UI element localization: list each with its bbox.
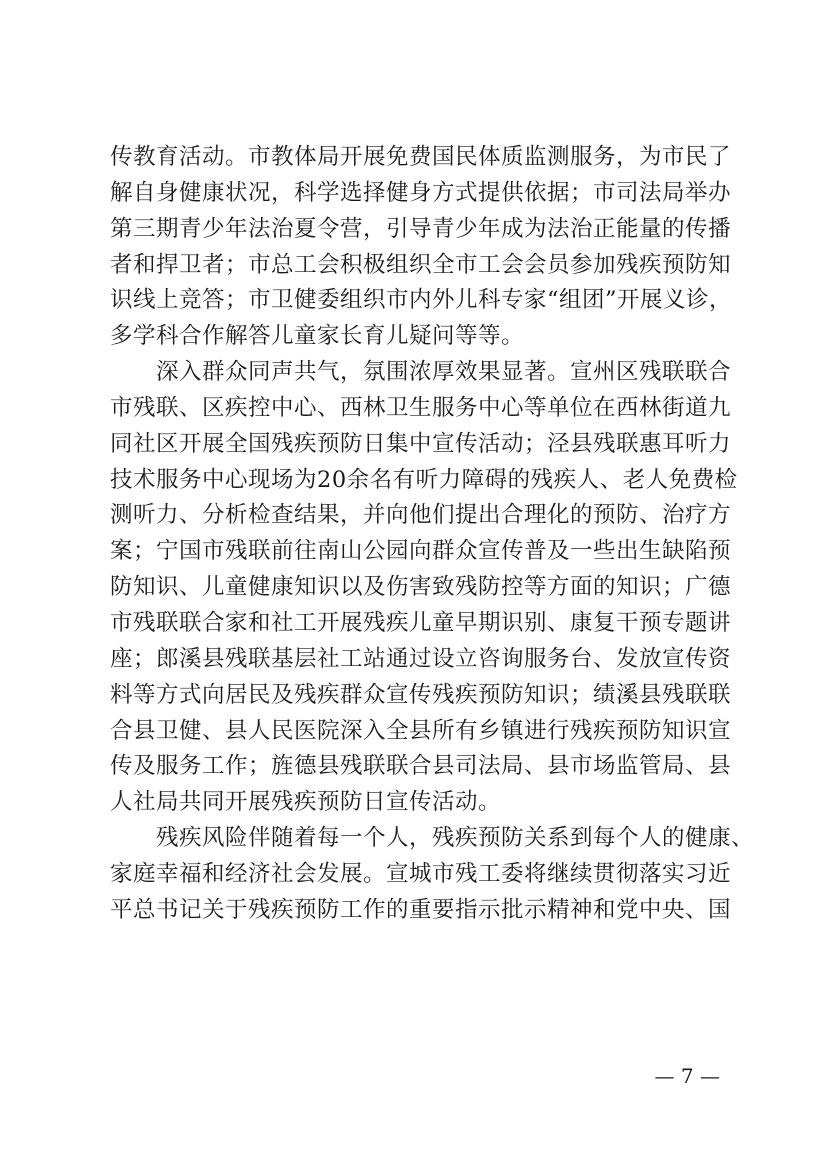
text-line: 料等方式向居民及残疾群众宣传残疾预防知识；绩溪县残联联 <box>110 681 732 708</box>
text-line: 深入群众同声共气，氛围浓厚效果显著。宣州区残联联合 <box>110 359 732 386</box>
text-line: 技术服务中心现场为20余名有听力障碍的残疾人、老人免费检 <box>110 466 738 493</box>
text-line: 人社局共同开展残疾预防日宣传活动。 <box>110 789 502 816</box>
text-line: 市残联、区疾控中心、西林卫生服务中心等单位在西林街道九 <box>110 394 732 421</box>
text-line: 防知识、儿童健康知识以及伤害致残防控等方面的知识；广德 <box>110 574 732 601</box>
text-line: 多学科合作解答儿童家长育儿疑问等等。 <box>110 323 525 350</box>
text-line: 者和捍卫者；市总工会积极组织全市工会会员参加残疾预防知 <box>110 251 732 278</box>
text-line: 识线上竞答；市卫健委组织市内外儿科专家“组团”开展义诊， <box>110 287 733 314</box>
text-line: 平总书记关于残疾预防工作的重要指示批示精神和党中央、国 <box>110 896 732 923</box>
text-line: 合县卫健、县人民医院深入全县所有乡镇进行残疾预防知识宣 <box>110 717 732 744</box>
text-line: 同社区开展全国残疾预防日集中宣传活动；泾县残联惠耳听力 <box>110 430 732 457</box>
text-line: 座；郎溪县残联基层社工站通过设立咨询服务台、发放宣传资 <box>110 645 732 672</box>
text-line: 解自身健康状况，科学选择健身方式提供依据；市司法局举办 <box>110 179 732 206</box>
body-text <box>110 140 755 929</box>
text-line: 残疾风险伴随着每一个人，残疾预防关系到每个人的健康、 <box>110 825 755 852</box>
text-line: 案；宁国市残联前往南山公园向群众宣传普及一些出生缺陷预 <box>110 538 732 565</box>
page-number: — 7 — <box>654 1064 720 1088</box>
text-line: 传教育活动。市教体局开展免费国民体质监测服务，为市民了 <box>110 144 732 170</box>
text-line: 测听力、分析检查结果，并向他们提出合理化的预防、治疗方 <box>110 502 732 529</box>
text-line: 市残联联合家和社工开展残疾儿童早期识别、康复干预专题讲 <box>110 609 732 636</box>
text-line: 传及服务工作；旌德县残联联合县司法局、县市场监管局、县 <box>110 753 732 780</box>
text-line: 家庭幸福和经济社会发展。宣城市残工委将继续贯彻落实习近 <box>110 860 732 887</box>
text-line: 第三期青少年法治夏令营，引导青少年成为法治正能量的传播 <box>110 215 732 242</box>
